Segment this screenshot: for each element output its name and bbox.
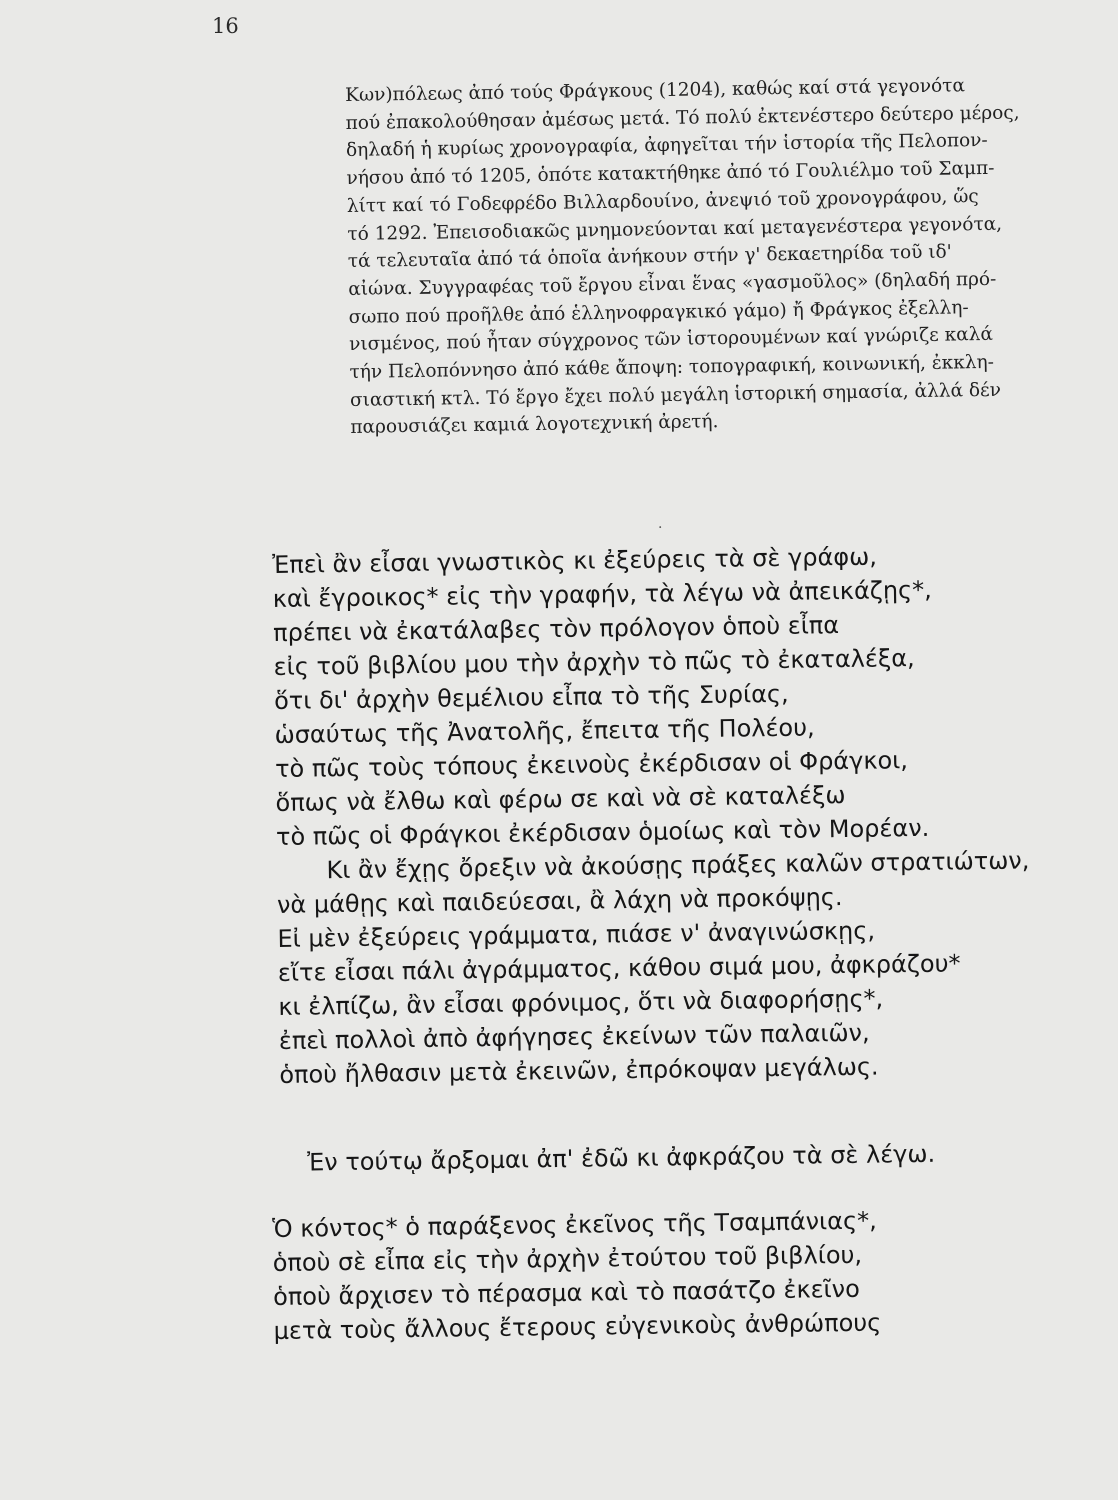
intro-line: δηλαδή ἡ κυρίως χρονογραφία, ἀφηγεῖται τήν ἱστορία τῆς Πελοπον-	[345, 130, 988, 162]
verse-line: εἴτε εἶσαι πάλι ἀγράμματος, κάθου σιμά μου, ἀφκράζου*	[277, 949, 961, 987]
verse-line: ὁποὺ ἤλθασιν μετὰ ἐκεινῶν, ἐπρόκοψαν μεγάλως.	[279, 1052, 879, 1089]
verse-line: εἰς τοῦ βιβλίου μου τὴν ἀρχὴν τὸ πῶς τὸ ἐκαταλέξα,	[273, 644, 915, 681]
verse-line: Εἰ μὲν ἐξεύρεις γράμματα, πιάσε ν' ἀναγινώσκῃς,	[277, 916, 876, 953]
intro-line: τό 1292. Ἐπεισοδιακῶς μνημονεύονται καί μεταγενέστερα γεγονότα,	[347, 213, 1003, 245]
section-divider: ·	[658, 520, 663, 536]
verse-line: ὅτι δι' ἀρχὴν θεμέλιου εἶπα τὸ τῆς Συρίας,	[273, 679, 789, 715]
verse-line: Κι ἂν ἔχῃς ὄρεξιν νὰ ἀκούσῃς πράξες καλῶν στρατιώτων,	[326, 846, 1030, 885]
intro-line: λίττ καί τό Γοδεφρέδο Βιλλαρδουίνο, ἀνεψιό τοῦ χρονογράφου, ὥς	[346, 185, 979, 217]
poem-stanza	[272, 1201, 1034, 1348]
intro-line: παρουσιάζει καμιά λογοτεχνική ἀρετή.	[350, 411, 719, 439]
verse-line: ὅπως νὰ ἔλθω καὶ φέρω σε καὶ νὰ σὲ καταλέξω	[275, 781, 846, 817]
verse-line: πρέπει νὰ ἐκατάλαβες τὸν πρόλογον ὁποὺ εἶπα	[272, 611, 840, 647]
intro-line: νισμένος, πού ἦταν σύγχρονος τῶν ἱστορουμένων καί γνώριζε καλά	[348, 324, 994, 356]
verse-line: ὁποὺ ἄρχισεν τὸ πέρασμα καὶ τὸ πασάτζο ἐκεῖνο	[272, 1274, 860, 1311]
verse-line: μετὰ τοὺς ἄλλους ἔτερους εὐγενικοὺς ἀνθρώπους	[273, 1308, 882, 1345]
verse-line: ὡσαύτως τῆς Ἀνατολῆς, ἔπειτα τῆς Πολέου,	[274, 713, 815, 749]
verse-line: ἐπεὶ πολλοὶ ἀπὸ ἀφήγησες ἐκείνων τῶν παλαιῶν,	[278, 1018, 870, 1055]
verse-line: Ὁ κόντος* ὁ παράξενος ἐκεῖνος τῆς Τσαμπάνιας*,	[272, 1206, 877, 1243]
verse-line: νὰ μάθῃς καὶ παιδεύεσαι, ἂ λάχη νὰ προκόψῃς.	[276, 883, 843, 919]
intro-line: πού ἐπακολούθησαν ἀμέσως μετά. Τό πολύ ἐκτενέστερο δεύτερο μέρος,	[345, 102, 1020, 134]
intro-line: τήν Πελοπόννησο ἀπό κάθε ἄποψη: τοπογραφική, κοινωνική, ἐκκλη-	[349, 351, 995, 383]
intro-line: νήσου ἀπό τό 1205, ὁπότε κατακτήθηκε ἀπό τό Γουλιέλμο τοῦ Σαμπ-	[346, 157, 995, 190]
verse-line: κι ἐλπίζω, ἂν εἶσαι φρόνιμος, ὅτι νὰ διαφορήσῃς*,	[278, 984, 884, 1021]
verse-line: Ἐν τούτῳ ἄρξομαι ἀπ' ἐδῶ κι ἀφκράζου τὰ σὲ λέγω.	[307, 1139, 936, 1177]
verse-line: καὶ ἔγροικος* εἰς τὴν γραφήν, τὰ λέγω νὰ ἀπεικάζῃς*,	[272, 575, 932, 613]
verse-line: ὁποὺ σὲ εἶπα εἰς τὴν ἀρχὴν ἐτούτου τοῦ βιβλίου,	[272, 1240, 863, 1277]
page-number: 16	[212, 14, 239, 38]
intro-paragraph	[345, 71, 1051, 442]
verse-line: τὸ πῶς τοὺς τόπους ἐκεινοὺς ἐκέρδισαν οἱ Φράγκοι,	[274, 746, 909, 783]
poem-stanza	[272, 1135, 1032, 1180]
intro-line: σιαστική κτλ. Τό ἔργο ἔχει πολύ μεγάλη ἱστορική σημασία, ἀλλά δέν	[349, 379, 1002, 411]
intro-line: τά τελευταῖα ἀπό τά ὁποῖα ἀνήκουν στήν γ' δεκαετηρίδα τοῦ ιδ'	[347, 241, 952, 273]
intro-line: σωπο πού προῆλθε ἀπό ἑλληνοφραγκικό γάμο) ἤ Φράγκος ἐξελλη-	[348, 296, 969, 328]
intro-line: αἰώνα. Συγγραφέας τοῦ ἔργου εἶναι ἕνας «γασμοῦλος» (δηλαδή πρό-	[348, 268, 997, 300]
poem-stanza	[272, 537, 1040, 1092]
verse-line: τὸ πῶς οἱ Φράγκοι ἐκέρδισαν ὁμοίως καὶ τὸν Μορέαν.	[275, 813, 930, 851]
verse-line: Ἐπεὶ ἂν εἶσαι γνωστικὸς κι ἐξεύρεις τὰ σὲ γράφω,	[272, 542, 878, 579]
intro-line: Κων)πόλεως ἀπό τούς Φράγκους (1204), καθώς καί στά γεγονότα	[345, 75, 966, 106]
